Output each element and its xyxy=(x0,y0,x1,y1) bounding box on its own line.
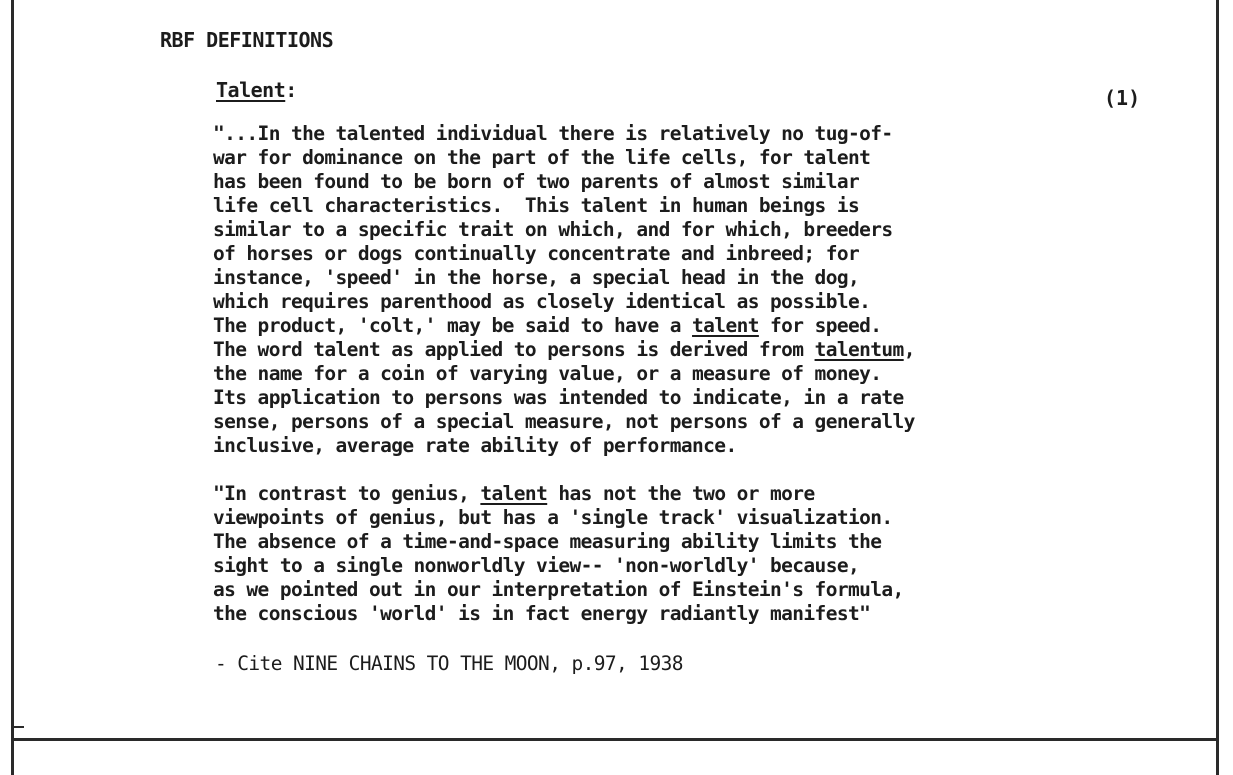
citation-line: - Cite NINE CHAINS TO THE MOON, p.97, 1938 xyxy=(215,652,683,675)
term-heading xyxy=(216,78,297,102)
underlined-term: talent xyxy=(480,482,548,505)
text-segment: war for dominance on the part of the life cells, for talent xyxy=(213,146,871,169)
text-line xyxy=(213,242,915,266)
term-suffix: : xyxy=(285,78,297,102)
frame-tick-mark xyxy=(14,726,24,728)
text-segment: similar to a specific trait on which, and for which, breeders xyxy=(213,218,893,241)
document-title: RBF DEFINITIONS xyxy=(160,28,334,52)
text-segment: which requires parenthood as closely identical as possible. xyxy=(213,290,871,313)
text-segment: has been found to be born of two parents of almost similar xyxy=(213,170,860,193)
underlined-term: talentum xyxy=(814,338,904,361)
text-line xyxy=(213,602,904,626)
text-line xyxy=(213,290,915,314)
page-number: (1) xyxy=(1104,86,1141,110)
text-segment: inclusive, average rate ability of performance. xyxy=(213,434,737,457)
text-line xyxy=(213,482,904,506)
text-segment: the name for a coin of varying value, or a measure of money. xyxy=(213,362,882,385)
text-line xyxy=(213,578,904,602)
text-segment: sight to a single nonworldly view-- 'non-worldly' because, xyxy=(213,554,860,577)
text-line xyxy=(213,194,915,218)
text-segment: for speed. xyxy=(758,314,882,337)
text-line xyxy=(213,146,915,170)
text-line xyxy=(213,266,915,290)
text-segment: The absence of a time-and-space measuring ability limits the xyxy=(213,530,882,553)
text-segment: of horses or dogs continually concentrate and inbreed; for xyxy=(213,242,860,265)
text-segment: , xyxy=(903,338,915,361)
text-segment: viewpoints of genius, but has a 'single track' visualization. xyxy=(213,506,893,529)
text-line xyxy=(213,338,915,362)
text-segment: "...In the talented individual there is relatively no tug-of- xyxy=(213,122,893,145)
text-line xyxy=(213,170,915,194)
definition-paragraph-2 xyxy=(213,482,904,626)
text-line xyxy=(213,362,915,386)
frame-bottom-border xyxy=(11,738,1219,741)
text-line xyxy=(213,122,915,146)
text-line xyxy=(213,506,904,530)
text-line xyxy=(213,434,915,458)
text-segment: The product, 'colt,' may be said to have a xyxy=(213,314,693,337)
text-line xyxy=(213,554,904,578)
text-line xyxy=(213,530,904,554)
text-segment: "In contrast to genius, xyxy=(213,482,481,505)
frame-left-border-lower xyxy=(11,741,14,775)
text-line xyxy=(213,314,915,338)
text-segment: has not the two or more xyxy=(547,482,815,505)
text-segment: sense, persons of a special measure, not persons of a generally xyxy=(213,410,915,433)
text-line xyxy=(213,218,915,242)
term-word: Talent xyxy=(216,78,286,102)
text-line xyxy=(213,410,915,434)
text-segment: the conscious 'world' is in fact energy radiantly manifest" xyxy=(213,602,871,625)
text-segment: The word talent as applied to persons is derived from xyxy=(213,338,815,361)
frame-left-border xyxy=(11,0,14,740)
text-segment: life cell characteristics. This talent in human beings is xyxy=(213,194,860,217)
text-segment: as we pointed out in our interpretation of Einstein's formula, xyxy=(213,578,904,601)
text-segment: Its application to persons was intended to indicate, in a rate xyxy=(213,386,904,409)
frame-right-border xyxy=(1216,0,1219,775)
text-line xyxy=(213,386,915,410)
definition-paragraph-1 xyxy=(213,122,915,458)
underlined-term: talent xyxy=(692,314,759,337)
text-segment: instance, 'speed' in the horse, a special head in the dog, xyxy=(213,266,860,289)
